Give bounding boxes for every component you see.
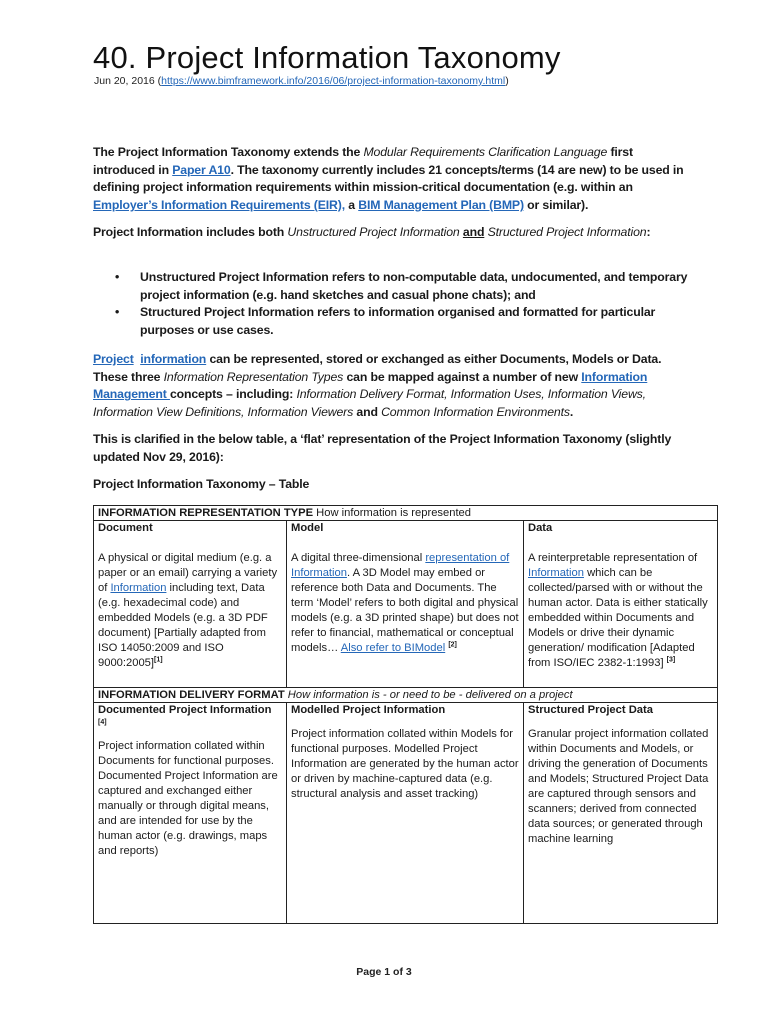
table-section-header xyxy=(94,688,718,703)
footnote-ref[interactable]: [3] xyxy=(666,656,676,664)
text: ): xyxy=(215,449,224,464)
bullet-list xyxy=(93,269,693,340)
link-information[interactable]: Information xyxy=(528,567,584,579)
text: concepts – including: xyxy=(169,387,297,402)
taxonomy-table xyxy=(93,505,718,924)
text: A digital three-dimensional xyxy=(291,552,426,564)
link-bimodel[interactable]: Also refer to BIModel xyxy=(340,642,446,654)
cell-body: Granular project information collated within Documents and Models, or driving the generation of Documents and Models; Structured Project Data are captured through sensors and scanners; derived from connected data sources; or generated through machine learning xyxy=(528,728,709,845)
list-item xyxy=(93,269,693,304)
term-structured: Structured Project Information xyxy=(487,225,647,239)
cell-title: Structured Project Data xyxy=(528,704,653,716)
text: : xyxy=(646,225,651,239)
list-item-text: Unstructured Project Information refers to non-computable data, undocumented, and temporary project information (e.g. hand sketches and casual phone chats); and xyxy=(140,270,688,302)
link-information[interactable]: Information xyxy=(110,582,167,594)
page-title: 40. Project Information Taxonomy xyxy=(93,40,561,75)
link-paper-a10[interactable]: Paper A10 xyxy=(172,162,231,177)
intro-paragraph xyxy=(93,144,693,215)
source-url-link[interactable]: https://www.bimframework.info/2016/06/project-information-taxonomy.html xyxy=(161,75,506,87)
text: . The taxonomy currently includes 21 concepts/terms (14 are new) to be used in defining project information requirements within mission-critical documentation (e.g. within an xyxy=(93,162,684,195)
text: A reinterpretable representation of xyxy=(528,552,698,564)
text: and xyxy=(353,405,382,420)
term-list: Information Delivery Format, Information Uses, Information Views, Information View Definitions, Information Viewers xyxy=(93,387,646,420)
link-bmp[interactable]: BIM Management Plan (BMP) xyxy=(358,198,524,213)
table-row xyxy=(94,703,718,924)
cell-body: Project information collated within Models for functional purposes. Modelled Project Information are generated by the human actor or driven by machine-captured data (e.g. structural analysis and asset tracking) xyxy=(291,728,519,800)
link-information-management[interactable]: Information Management xyxy=(93,369,648,402)
representation-paragraph xyxy=(93,351,693,422)
list-item xyxy=(93,304,693,339)
table-cell-documented-project-information xyxy=(94,703,287,924)
footnote-ref[interactable]: [2] xyxy=(448,641,457,649)
text: Project Information includes both xyxy=(93,225,288,239)
link-representation-of-information[interactable]: representation of Information xyxy=(291,552,510,579)
term-cie: Common Information Environments xyxy=(381,405,570,420)
table-cell-data xyxy=(524,521,718,688)
text: can be represented, stored or exchanged as either Documents, Models or Data. These three xyxy=(93,352,662,384)
project-info-paragraph xyxy=(93,224,693,242)
section-heading: INFORMATION DELIVERY FORMAT xyxy=(98,689,285,701)
text: which can be collected/parsed with or without the human actor. Data is either statically embedded within Documents and Models or drive their dynamic generation/ modification [Adapted from ISO/IEC 2382-1:1993] xyxy=(528,567,708,669)
list-item-text: Structured Project Information refers to information organised and formatted for particular purposes or use cases. xyxy=(140,305,656,338)
text: first introduced in xyxy=(93,145,633,177)
table-cell-modelled-project-information xyxy=(287,703,524,924)
clarification-paragraph xyxy=(93,431,693,466)
table-cell-document xyxy=(94,521,287,688)
text: including text, Data (e.g. hexadecimal code) and embedded Models (e.g. a 3D PDF document) [Partially adapted from ISO 14050:2009 and ISO 9000:2005] xyxy=(98,582,268,669)
link-information[interactable]: information xyxy=(140,352,207,366)
link-project[interactable]: Project xyxy=(93,352,134,366)
table-cell-structured-project-data xyxy=(524,703,718,924)
cell-title: Documented Project Information xyxy=(98,704,272,716)
text: . A 3D Model may embed or reference both Data and Documents. The term ‘Model’ refers to both digital and physical models (e.g. a 3D printed shape) but does not refer to financial, mathematical or conceptual models… xyxy=(291,567,519,654)
update-date: Nov 29, 2016 xyxy=(143,449,216,464)
underlined-and: and xyxy=(462,225,485,239)
text: a xyxy=(344,198,359,213)
dateline: Jun 20, 2016 (https://www.bimframework.info/2016/06/project-information-taxonomy.html) xyxy=(94,75,509,87)
text: extends the xyxy=(290,145,364,159)
section-header-cell xyxy=(94,688,718,703)
cell-title: Model xyxy=(291,522,324,534)
text: The xyxy=(93,145,118,159)
publish-date: Jun 20, 2016 xyxy=(94,75,155,87)
cell-body xyxy=(98,551,282,671)
cell-title: Data xyxy=(528,522,553,534)
footnote-ref[interactable]: [1] xyxy=(154,656,163,664)
text: . xyxy=(569,405,574,420)
section-header-cell xyxy=(94,506,718,521)
cell-body: Project information collated within Documents for functional purposes. Documented Project Information are captured and exchanged either manually or through digital means, and are intended for use by the human actor (e.g. drawings, maps and reports) xyxy=(98,740,278,857)
section-heading: INFORMATION REPRESENTATION TYPE xyxy=(98,507,314,519)
cell-title: Document xyxy=(98,522,153,534)
table-cell-model xyxy=(287,521,524,688)
cell-body xyxy=(528,551,713,671)
bullet-icon: • xyxy=(115,305,120,320)
term-irt: Information Representation Types xyxy=(163,369,344,384)
text: can be mapped against a number of new xyxy=(343,369,582,384)
term-mrcl: Modular Requirements Clarification Language xyxy=(363,145,608,159)
table-section-header xyxy=(94,506,718,521)
page-number: Page 1 of 3 xyxy=(356,966,412,978)
footnote-ref[interactable]: [4] xyxy=(98,719,107,726)
bullet-icon: • xyxy=(115,270,120,284)
text: This is clarified in the below table, a ‘flat’ representation of the Project Information Taxonomy (slightly updated xyxy=(93,432,672,464)
table-caption: Project Information Taxonomy – Table xyxy=(93,477,310,491)
text: or similar). xyxy=(523,198,589,213)
text: A physical or digital medium (e.g. a paper or an email) carrying a variety of xyxy=(98,552,278,594)
section-subheading: How information is represented xyxy=(313,507,472,519)
term-unstructured: Unstructured Project Information xyxy=(287,225,460,239)
term-pit: Project Information Taxonomy xyxy=(117,145,291,159)
link-eir[interactable]: Employer’s Information Requirements (EIR), xyxy=(93,198,345,213)
cell-body xyxy=(291,551,519,656)
section-subheading: How information is - or need to be - delivered on a project xyxy=(284,689,573,701)
cell-title: Modelled Project Information xyxy=(291,704,446,716)
table-row xyxy=(94,521,718,688)
